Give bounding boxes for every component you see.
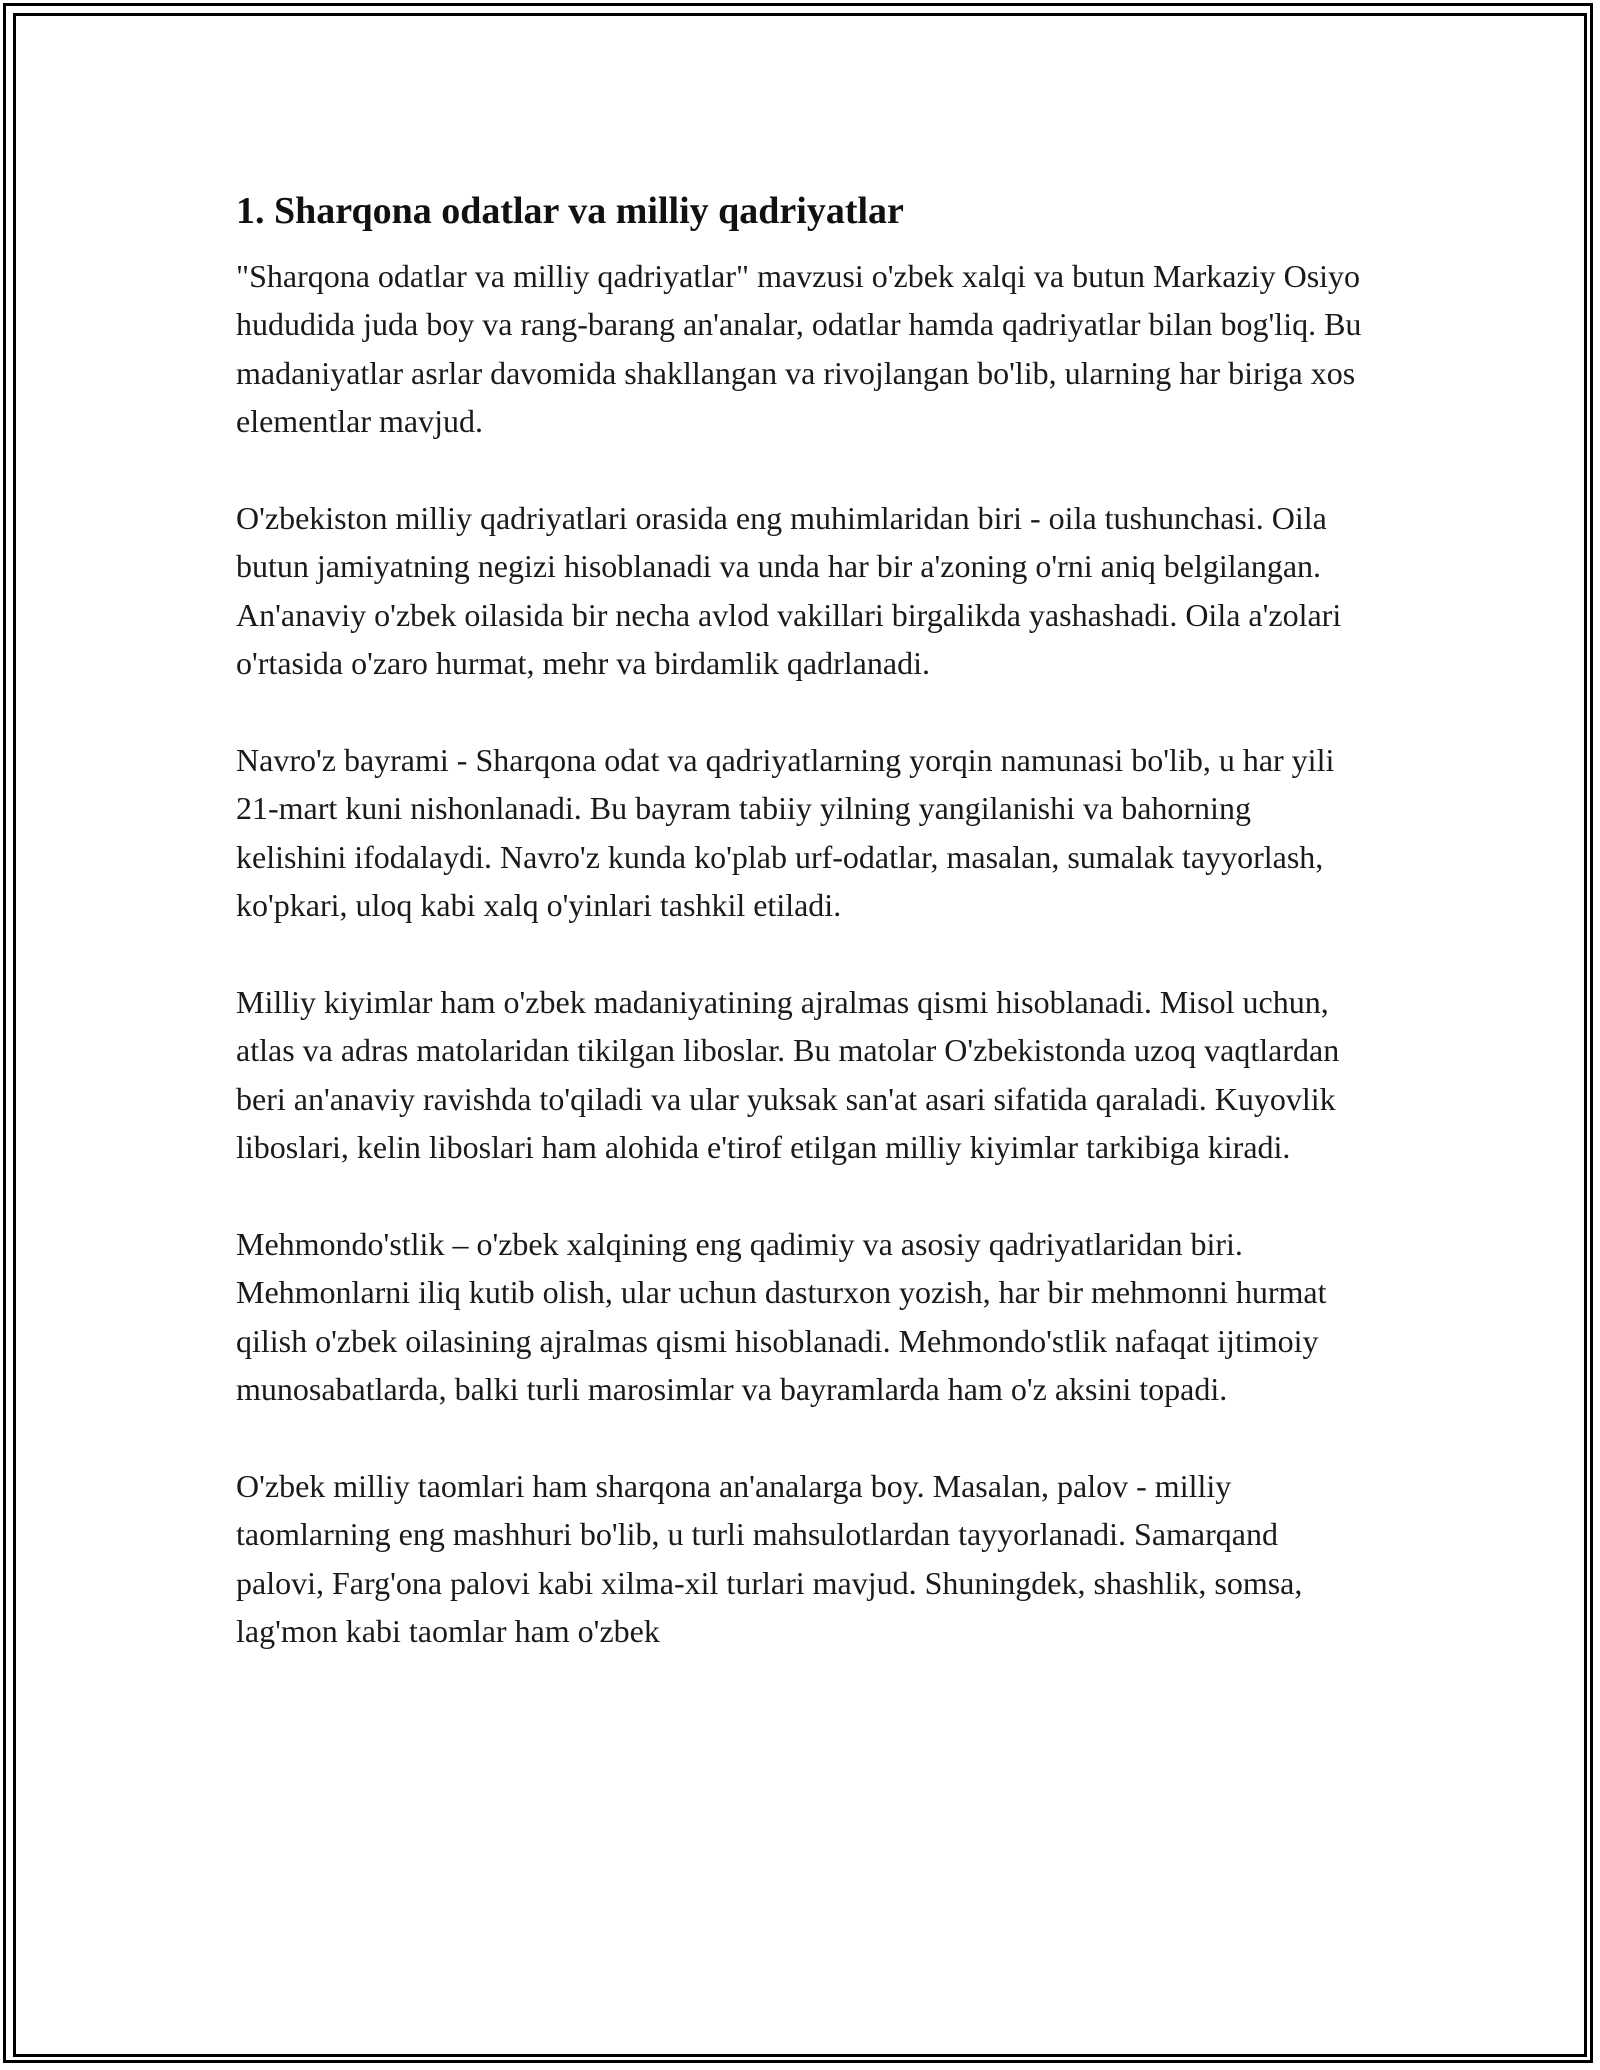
paragraph-family: "Sharqona odatlar va milliy qadriyatlar" mavzusi o'zbek xalqi va butun Markaziy Osiyo hududida juda boy va rang-barang an'analar, odatlar hamda qadriyatlar bilan bog'liq. Bu madaniyatlar asrlar davomida shakllangan va rivojlangan bo'lib, ularning har biriga xos elementlar mavjud. [236, 258, 1362, 440]
paragraph-national-clothing: Milliy kiyimlar ham o'zbek madaniyatining ajralmas qismi hisoblanadi. Misol uchun, atlas va adras matolaridan tikilgan liboslar. Bu matolar O'zbekistonda uzoq vaqtlardan beri an'anaviy ravishda to'qiladi va ular yuksak san'at asari sifatida qaraladi. Kuyovlik liboslari, kelin liboslari ham alohida e'tirof etilgan milliy kiyimlar tarkibiga kiradi. [236, 984, 1340, 1166]
paragraph-national-dishes: O'zbek milliy taomlari ham sharqona an'analarga boy. Masalan, palov - milliy taomlarning eng mashhuri bo'lib, u turli mahsulotlardan tayyorlanadi. Samarqand palovi, Farg'ona palovi kabi xilma-xil turlari mavjud. Shuningdek, shashlik, somsa, lag'mon kabi taomlar ham o'zbek [236, 1468, 1303, 1650]
document-body [236, 186, 1366, 1704]
page-title: 1. Sharqona odatlar va milliy qadriyatlar [236, 190, 904, 232]
paragraph-family-values: O'zbekiston milliy qadriyatlari orasida eng muhimlaridan biri - oila tushunchasi. Oila butun jamiyatning negizi hisoblanadi va unda har bir a'zoning o'rni aniq belgilangan. An'anaviy o'zbek oilasida bir necha avlod vakillari birgalikda yashashadi. Oila a'zolari o'rtasida o'zaro hurmat, mehr va birdamlik qadrlanadi. [236, 500, 1342, 682]
paragraph-hospitality: Mehmondo'stlik – o'zbek xalqining eng qadimiy va asosiy qadriyatlaridan biri. Mehmonlarni iliq kutib olish, ular uchun dasturxon yozish, har bir mehmonni hurmat qilish o'zbek oilasining ajralmas qismi hisoblanadi. Mehmondo'stlik nafaqat ijtimoiy munosabatlarda, balki turli marosimlar va bayramlarda ham o'z aksini topadi. [236, 1226, 1327, 1408]
paragraph-navruz: Navro'z bayrami - Sharqona odat va qadriyatlarning yorqin namunasi bo'lib, u har yili 21-mart kuni nishonlanadi. Bu bayram tabiiy yilning yangilanishi va bahorning kelishini ifodalaydi. Navro'z kunda ko'plab urf-odatlar, masalan, sumalak tayyorlash, ko'pkari, uloq kabi xalq o'yinlari tashkil etiladi. [236, 742, 1335, 924]
